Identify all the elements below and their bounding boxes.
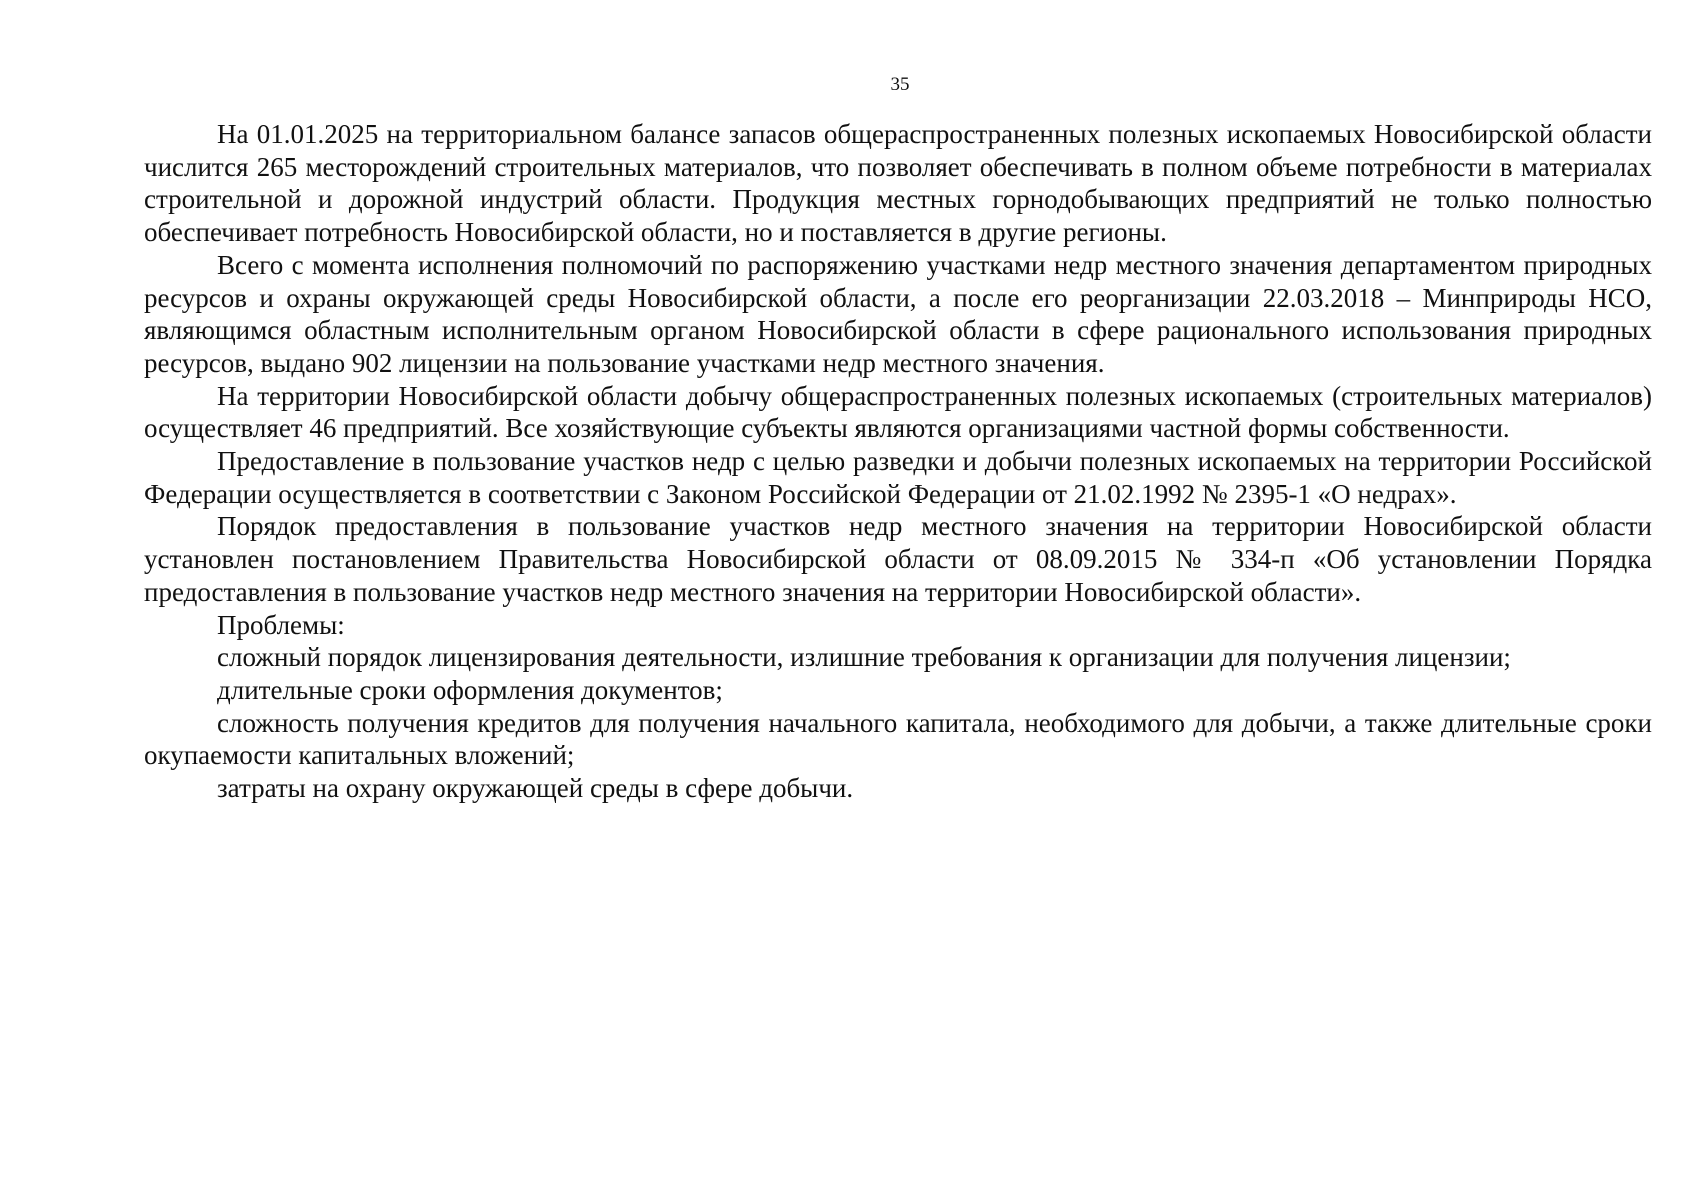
paragraph-mining-enterprises: На территории Новосибирской области добычу общераспространенных полезных ископаемых (строительных материалов) осуществляет 46 предприятий. Все хозяйствующие субъекты являются организациями частной формы собственности.	[144, 380, 1652, 444]
problem-item-licensing: сложный порядок лицензирования деятельности, излишние требования к организации для получения лицензии;	[217, 642, 1511, 673]
paragraph-licenses-issued: Всего с момента исполнения полномочий по распоряжению участками недр местного значения департаментом природных ресурсов и охраны окружающей среды Новосибирской области, а после его реорганизации 22.03.2018 – Минприроды НСО, являющимся областным исполнительным органом Новосибирской области в сфере рационального использования природных ресурсов, выдано 902 лицензии на пользование участками недр местного значения.	[144, 249, 1652, 378]
paragraph-mineral-balance: На 01.01.2025 на территориальном балансе запасов общераспространенных полезных ископаемых Новосибирской области числится 265 месторождений строительных материалов, что позволяет обеспечивать в полном объеме потребности в материалах строительной и дорожной индустрий области. Продукция местных горнодобывающих предприятий не только полностью обеспечивает потребность Новосибирской области, но и поставляется в другие регионы.	[144, 119, 1652, 248]
paragraph-allocation-procedure: Порядок предоставления в пользование участков недр местного значения на территории Новосибирской области установлен постановлением Правительства Новосибирской области от 08.09.2015 № 334-п «Об установлении Порядка предоставления в пользование участков недр местного значения на территории Новосибирской области».	[144, 511, 1652, 607]
problem-item-environment-costs: затраты на охрану окружающей среды в сфере добычи.	[217, 773, 854, 804]
problems-heading: Проблемы:	[217, 609, 345, 640]
problem-item-credits: сложность получения кредитов для получения начального капитала, необходимого для добычи, а также длительные сроки окупаемости капитальных вложений;	[144, 707, 1652, 771]
problem-item-document-terms: длительные сроки оформления документов;	[217, 674, 723, 705]
document-body	[144, 118, 1652, 805]
paragraph-subsoil-law: Предоставление в пользование участков недр с целью разведки и добычи полезных ископаемых на территории Российской Федерации осуществляется в соответствии с Законом Российской Федерации от 21.02.1992 № 2395-1 «О недрах».	[144, 446, 1652, 509]
page-number: 35	[890, 74, 910, 95]
